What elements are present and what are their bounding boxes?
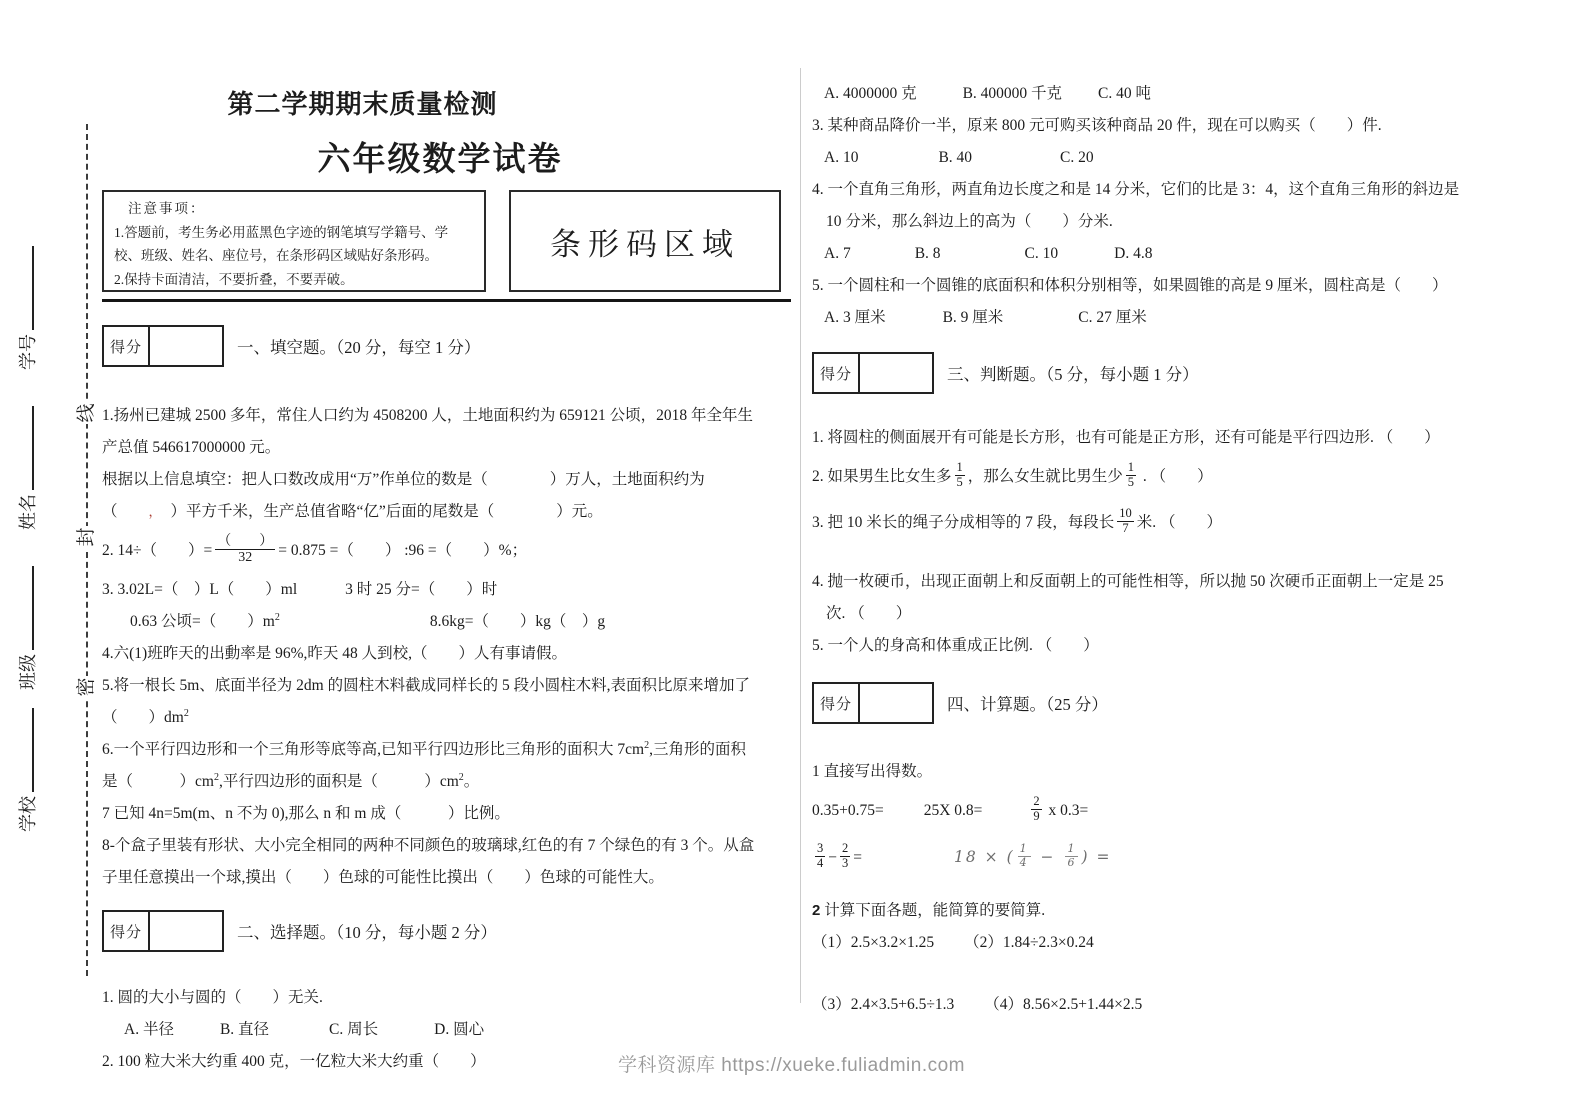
question-line: 4. 抛一枚硬币，出现正面朝上和反面朝上的可能性相等，所以抛 50 次硬币正面朝上一定是 25 (812, 573, 1444, 590)
fraction: $\frac{1}{5}$ (1127, 460, 1135, 489)
divider-rule (102, 299, 791, 302)
question-line: 2. 如果男生比女生多 $\frac{1}{5}$ ，那么女生就比男生少 $\frac{1}{5}$ . （ ） (812, 460, 1213, 489)
write-line (18, 246, 34, 330)
question-line: A. 7 B. 8 C. 10 D. 4.8 (824, 245, 1153, 262)
superscript: 2 (213, 771, 219, 783)
score-header-fill (102, 325, 798, 367)
question-line: 产总值 546617000000 元。 (102, 439, 281, 456)
score-label: 得分 (814, 684, 860, 722)
question-line: A. 4000000 克 B. 400000 千克 C. 40 吨 (824, 85, 1152, 102)
question-line: 1.扬州已建城 2500 多年，常住人口约为 4508200 人，土地面积约为 659121 公顷，2018 年全年生 (102, 407, 754, 424)
seal-char: 封 (76, 527, 97, 547)
question-line: A. 半径 B. 直径 C. 周长 D. 圆心 (124, 1021, 485, 1038)
question-line: 3. 把 10 米长的绳子分成相等的 7 段，每段长 $\frac{10}{7}$ 米. （ ） (812, 506, 1223, 535)
field-label: 学号 (18, 334, 38, 370)
question-line: 子里任意摸出一个球,摸出（ ）色球的可能性比摸出（ ）色球的可能性大。 (102, 869, 664, 886)
question-line: 5. 一个圆柱和一个圆锥的底面积和体积分别相等，如果圆锥的高是 9 厘米，圆柱高是（ ） (812, 277, 1448, 294)
fraction: $\frac{1}{5}$ (956, 460, 963, 489)
question-line: 2. 100 粒大米大约重 400 克，一亿粒大米大约重（ ） (102, 1053, 486, 1070)
field-student-name (14, 388, 40, 530)
section-title-calc: 四、计算题。（25 分） (947, 695, 1108, 714)
calc-questions (812, 756, 1524, 1021)
question-line: $\frac{3}{4}$ − $\frac{2}{3}$ = 18 × ( $\frac{1}{4}$ − $\frac{1}{6}$ ) = (817, 841, 1112, 870)
question-line: 根据以上信息填空：把人口数改成用“万”作单位的数是（ ）万人，土地面积约为 (102, 471, 705, 488)
question-line: A. 3 厘米 B. 9 厘米 C. 27 厘米 (824, 309, 1147, 326)
score-input-cell (150, 327, 222, 365)
question-line: 0.63 公顷=（ ）$m^2$ 8.6kg=（ ）kg（ ）g (130, 611, 606, 630)
superscript: 2 (458, 771, 464, 783)
question-line: A. 10 B. 40 C. 20 (824, 149, 1094, 166)
question-line: 1. 圆的大小与圆的（ ）无关. (102, 989, 323, 1006)
question-line: （ ， ）平方千米，生产总值省略“亿”后面的尾数是（ ）元。 (102, 503, 603, 520)
score-box (812, 682, 934, 724)
score-label: 得分 (814, 354, 860, 392)
seal-dashed-line (86, 124, 88, 976)
score-box (812, 352, 934, 394)
field-label: 班级 (18, 654, 38, 690)
score-input-cell (150, 912, 222, 950)
section-title-choice: 二、选择题。（10 分，每小题 2 分） (237, 923, 497, 942)
question-line: 2 计算下面各题，能简算的要简算. (812, 902, 1046, 919)
notice-line: 1.答题前，考生务必用蓝黑色字迹的钢笔填写学籍号、学校、班级、姓名、座位号，在条形码区域贴好条形码。 (114, 224, 449, 264)
field-student-id (14, 228, 40, 370)
fraction: $\frac{( )}{32}$ (217, 533, 274, 565)
question-line: 10 分米，那么斜边上的高为（ ）分米. (826, 213, 1113, 230)
question-line: 6.一个平行四边形和一个三角形等底等高,已知平行四边形比三角形的面积大 $7cm^2$,三角形的面积 (102, 739, 746, 758)
question-line: （3）2.4×3.5+6.5÷1.3 （4）8.56×2.5+1.44×2.5 (812, 996, 1143, 1013)
score-header-choice (102, 910, 798, 952)
question-line: 是（ ）$cm^2$,平行四边形的面积是（ ）$cm^2$。 (102, 771, 480, 790)
question-line: （1）2.5×3.2×1.25 （2）1.84÷2.3×0.24 (812, 934, 1094, 951)
field-class (14, 548, 40, 690)
score-box (102, 325, 224, 367)
question-line: 次. （ ） (826, 605, 912, 622)
superscript: 2 (644, 739, 650, 751)
judge-questions (812, 422, 1524, 662)
footer-watermark: 学科资源库 https://xueke.fuliadmin.com (618, 1055, 965, 1076)
exam-subtitle: 六年级数学试卷 (317, 140, 563, 177)
left-column (102, 0, 798, 1078)
question-line: 4.六(1)班昨天的出動率是 96%,昨天 48 人到校,（ ）人有事请假。 (102, 645, 567, 662)
question-line: 1 直接写出得数。 (812, 763, 933, 780)
field-label: 姓名 (18, 494, 38, 530)
header-row (102, 190, 798, 292)
question-line: 1. 将圆柱的侧面展开有可能是长方形，也有可能是正方形，还有可能是平行四边形. （ ） (812, 429, 1440, 446)
write-line (18, 566, 34, 650)
field-school (14, 690, 40, 832)
superscript: 2 (183, 707, 189, 719)
question-line: 5. 一个人的身高和体重成正比例. （ ） (812, 637, 1099, 654)
right-column (812, 0, 1524, 1021)
handwritten-expression: 18 × ( $\frac{1}{4}$ − $\frac{1}{6}$ ) = (954, 842, 1112, 869)
question-line: 7 已知 4n=5m(m、n 不为 0),那么 n 和 m 成（ ）比例。 (102, 805, 510, 822)
seal-char: 线 (76, 403, 97, 423)
notice-box (102, 190, 486, 292)
column-divider (800, 68, 801, 1003)
barcode-label: 条形码区域 (550, 226, 740, 262)
choice-questions-right (812, 78, 1524, 334)
fraction: $\frac{1}{6}$ (1067, 842, 1077, 869)
score-input-cell (860, 684, 932, 722)
score-box (102, 910, 224, 952)
notice-line: 2.保持卡面清洁，不要折叠，不要弄破。 (114, 271, 354, 287)
section-title-judge: 三、判断题。（5 分，每小题 1 分） (947, 365, 1199, 384)
write-line (18, 708, 34, 792)
fill-questions (102, 400, 798, 894)
section-title-fill: 一、填空题。（20 分，每空 1 分） (237, 338, 481, 357)
question-line: 5.将一根长 5m、底面半径为 2dm 的圆柱木料截成同样长的 5 段小圆柱木料,表面积比原来增加了 (102, 677, 750, 694)
question-line: （ ）$dm^2$ (102, 707, 189, 726)
bold-numeral: 2 (812, 902, 821, 919)
question-line: 0.35+0.75= 25X 0.8= $\frac{2}{9}$ x 0.3= (812, 794, 1089, 823)
question-line: 2. 14÷（ ）= $\frac{( )}{32}$ = 0.875 =（ ） :96 =（ ）%； (102, 533, 528, 565)
fraction: $\frac{3}{4}$ (817, 841, 824, 870)
seal-char: 密 (76, 677, 97, 697)
notice-heading: 注意事项： (128, 201, 206, 216)
score-header-calc (812, 682, 1524, 724)
fraction: $\frac{2}{3}$ (842, 841, 849, 870)
score-label: 得分 (104, 327, 150, 365)
score-input-cell (860, 354, 932, 392)
fraction: $\frac{1}{4}$ (1019, 842, 1029, 869)
score-header-judge (812, 352, 1524, 394)
question-line: 4. 一个直角三角形，两直角边长度之和是 14 分米，它们的比是 3：4，这个直角三角形的斜边是 (812, 181, 1460, 198)
superscript: 2 (274, 611, 280, 623)
fraction: $\frac{10}{7}$ (1119, 506, 1132, 535)
question-line: 3. 3.02L=（ ）L（ ）ml 3 时 25 分=（ ）时 (102, 581, 498, 598)
score-label: 得分 (104, 912, 150, 950)
question-line: 3. 某种商品降价一半，原来 800 元可购买该种商品 20 件，现在可以购买（ ）件. (812, 117, 1382, 134)
question-line: 8-个盒子里装有形状、大小完全相同的两种不同颜色的玻璃球,红色的有 7 个绿色的有 3 个。从盒 (102, 837, 755, 854)
fraction: $\frac{2}{9}$ (1033, 794, 1040, 823)
barcode-area (509, 190, 781, 292)
write-line (18, 406, 34, 490)
stray-red-mark: ， (148, 504, 156, 519)
exam-title: 第二学期期末质量检测 (227, 89, 498, 119)
field-label: 学校 (18, 796, 38, 832)
